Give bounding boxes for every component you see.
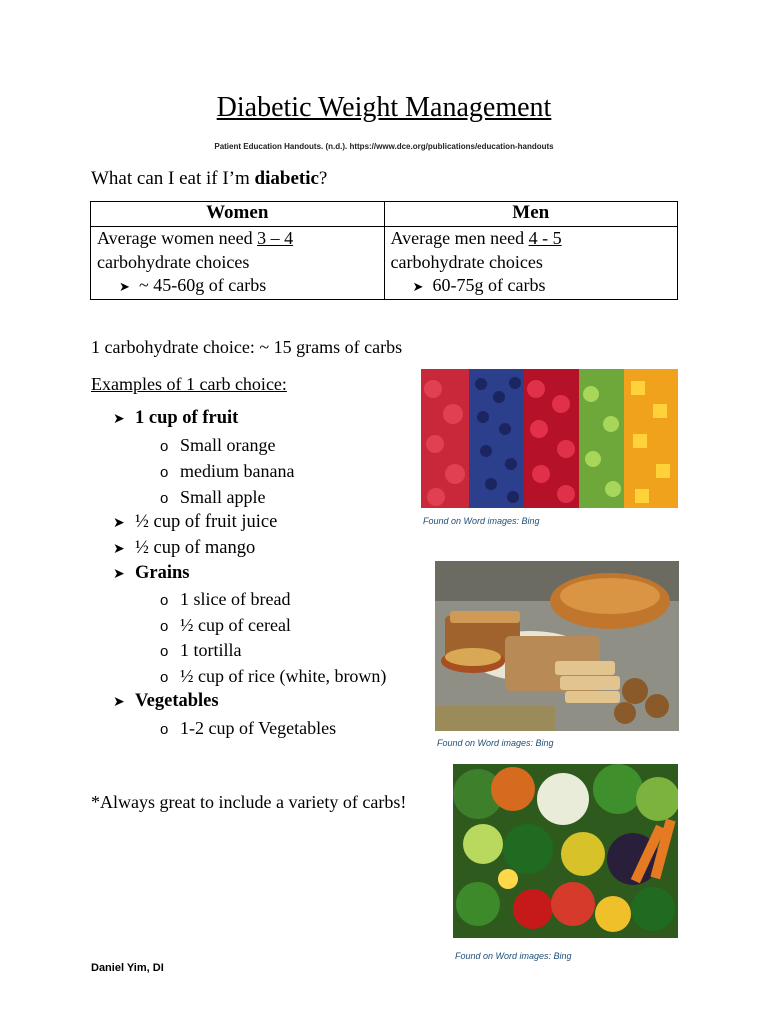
list-item-fruit: ➤ 1 cup of fruit [113,408,239,428]
men-need-text: Average men need [390,228,529,248]
women-grams: ~ 45-60g of carbs [139,275,267,295]
table-row [91,227,678,300]
men-need-amount: 4 - 5 [528,228,562,248]
header-women: Women [91,202,385,227]
men-grams: 60-75g of carbs [432,275,546,295]
list-item-vegetables: ➤ Vegetables [113,691,219,711]
table-header-row [91,202,678,227]
circle-bullet-icon: o [160,490,169,507]
citation: Patient Education Handouts. (n.d.). https://www.dce.org/publications/education-handouts [214,142,554,151]
question [91,168,327,190]
women-cell [91,227,385,300]
arrow-bullet-icon: ➤ [113,567,125,582]
question-suffix: ? [318,168,328,189]
page-title: Diabetic Weight Management [216,92,552,123]
circle-bullet-icon: o [160,618,169,635]
author-footer: Daniel Yim, DI [91,962,164,974]
carb-needs-table [90,201,678,300]
list-item: o Small apple [160,487,266,507]
list-item: o 1-2 cup of Vegetables [160,718,337,738]
arrow-bullet-icon: ➤ [119,279,130,294]
women-line2: carbohydrate choices [97,251,250,272]
question-bold: diabetic [254,168,319,189]
question-prefix: What can I eat if I’m [91,168,255,189]
arrow-bullet-icon: ➤ [113,516,125,531]
vegetables-image-caption: Found on Word images: Bing [455,951,572,961]
men-line2: carbohydrate choices [390,251,543,272]
women-need-text: Average women need [97,228,258,248]
list-item: o 1 tortilla [160,640,242,660]
arrow-bullet-icon: ➤ [113,542,125,557]
circle-bullet-icon: o [160,464,169,481]
list-item: o medium banana [160,461,295,481]
list-item: o Small orange [160,435,276,455]
arrow-bullet-icon: ➤ [113,412,125,427]
list-item-fruit-juice: ➤ ½ cup of fruit juice [113,512,278,532]
women-need-amount: 3 – 4 [257,228,294,248]
men-cell [384,227,678,300]
grains-image [435,561,679,731]
header-men: Men [384,202,678,227]
list-item-grains: ➤ Grains [113,563,190,583]
arrow-bullet-icon: ➤ [412,279,424,294]
fruit-image [421,369,678,508]
circle-bullet-icon: o [160,721,169,738]
list-item: o 1 slice of bread [160,589,291,609]
list-item: o ½ cup of cereal [160,615,291,635]
list-item: o ½ cup of rice (white, brown) [160,666,387,686]
arrow-bullet-icon: ➤ [113,695,125,710]
examples-heading: Examples of 1 carb choice: [91,374,287,394]
circle-bullet-icon: o [160,643,169,660]
vegetables-image [453,764,678,938]
list-item-mango: ➤ ½ cup of mango [113,538,256,558]
circle-bullet-icon: o [160,438,169,455]
circle-bullet-icon: o [160,592,169,609]
circle-bullet-icon: o [160,669,169,686]
carb-definition: 1 carbohydrate choice: ~ 15 grams of carbs [91,337,403,357]
fruit-image-caption: Found on Word images: Bing [423,516,540,526]
grains-image-caption: Found on Word images: Bing [437,738,554,748]
closing-note: *Always great to include a variety of carbs! [91,792,407,812]
